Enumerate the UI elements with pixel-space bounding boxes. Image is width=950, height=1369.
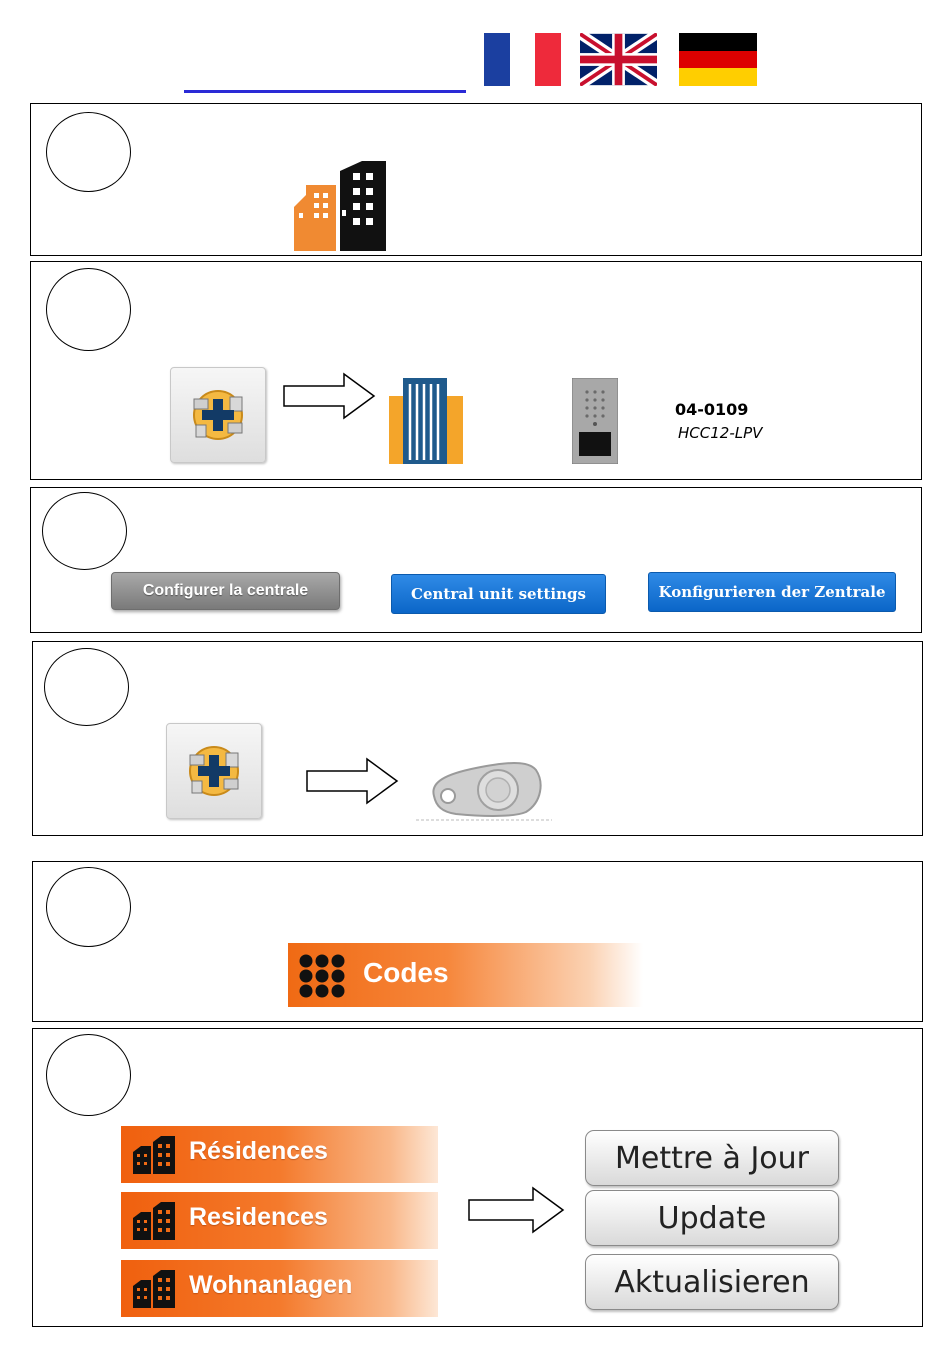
step-1-circle <box>46 112 131 192</box>
intercom-panel-icon[interactable] <box>572 378 618 464</box>
france-flag-icon[interactable] <box>484 33 561 86</box>
add-badge-button[interactable] <box>166 723 262 819</box>
germany-flag-icon[interactable] <box>679 33 757 86</box>
step-4-circle <box>44 648 129 726</box>
arrow-right-icon <box>305 757 399 805</box>
product-code: 04-0109 <box>675 400 749 419</box>
central-unit-settings-button-en[interactable]: Central unit settings <box>391 574 606 614</box>
residences-menu-item-de[interactable] <box>121 1260 438 1317</box>
product-model: HCC12-LPV <box>678 424 763 442</box>
codes-menu-item[interactable] <box>288 943 643 1007</box>
residences-label-de: Wohnanlagen <box>189 1271 353 1299</box>
building-icon[interactable] <box>286 155 390 251</box>
add-device-icon <box>188 385 248 445</box>
arrow-right-icon <box>282 372 376 420</box>
step-2-panel <box>30 261 922 480</box>
uk-flag-icon[interactable] <box>580 33 657 86</box>
codes-label: Codes <box>363 957 449 988</box>
buildings-icon <box>131 1270 177 1308</box>
update-button-en[interactable]: Update <box>585 1190 839 1246</box>
arrow-right-icon <box>467 1186 565 1234</box>
configure-central-button-fr[interactable]: Configurer la centrale <box>111 572 340 610</box>
konfigurieren-zentrale-button-de[interactable]: Konfigurieren der Zentrale <box>648 572 896 612</box>
update-button-fr[interactable]: Mettre à Jour <box>585 1130 839 1186</box>
update-button-de[interactable]: Aktualisieren <box>585 1254 839 1310</box>
residences-menu-item-en[interactable] <box>121 1192 438 1249</box>
residences-menu-item-fr[interactable] <box>121 1126 438 1183</box>
residences-label-en: Residences <box>189 1203 328 1231</box>
buildings-icon <box>131 1202 177 1240</box>
step-2-circle <box>46 268 131 351</box>
add-device-icon <box>184 741 244 801</box>
keypad-icon <box>298 953 346 999</box>
step-5-circle <box>46 867 131 947</box>
gate-icon[interactable] <box>389 378 463 464</box>
residences-label-fr: Résidences <box>189 1137 328 1165</box>
add-device-button[interactable] <box>170 367 266 463</box>
step-1-panel <box>30 103 922 256</box>
language-link-underline[interactable] <box>184 90 466 93</box>
step-3-circle <box>42 492 127 570</box>
buildings-icon <box>131 1136 177 1174</box>
rfid-badge-icon[interactable] <box>416 752 552 822</box>
step-6-circle <box>46 1034 131 1116</box>
